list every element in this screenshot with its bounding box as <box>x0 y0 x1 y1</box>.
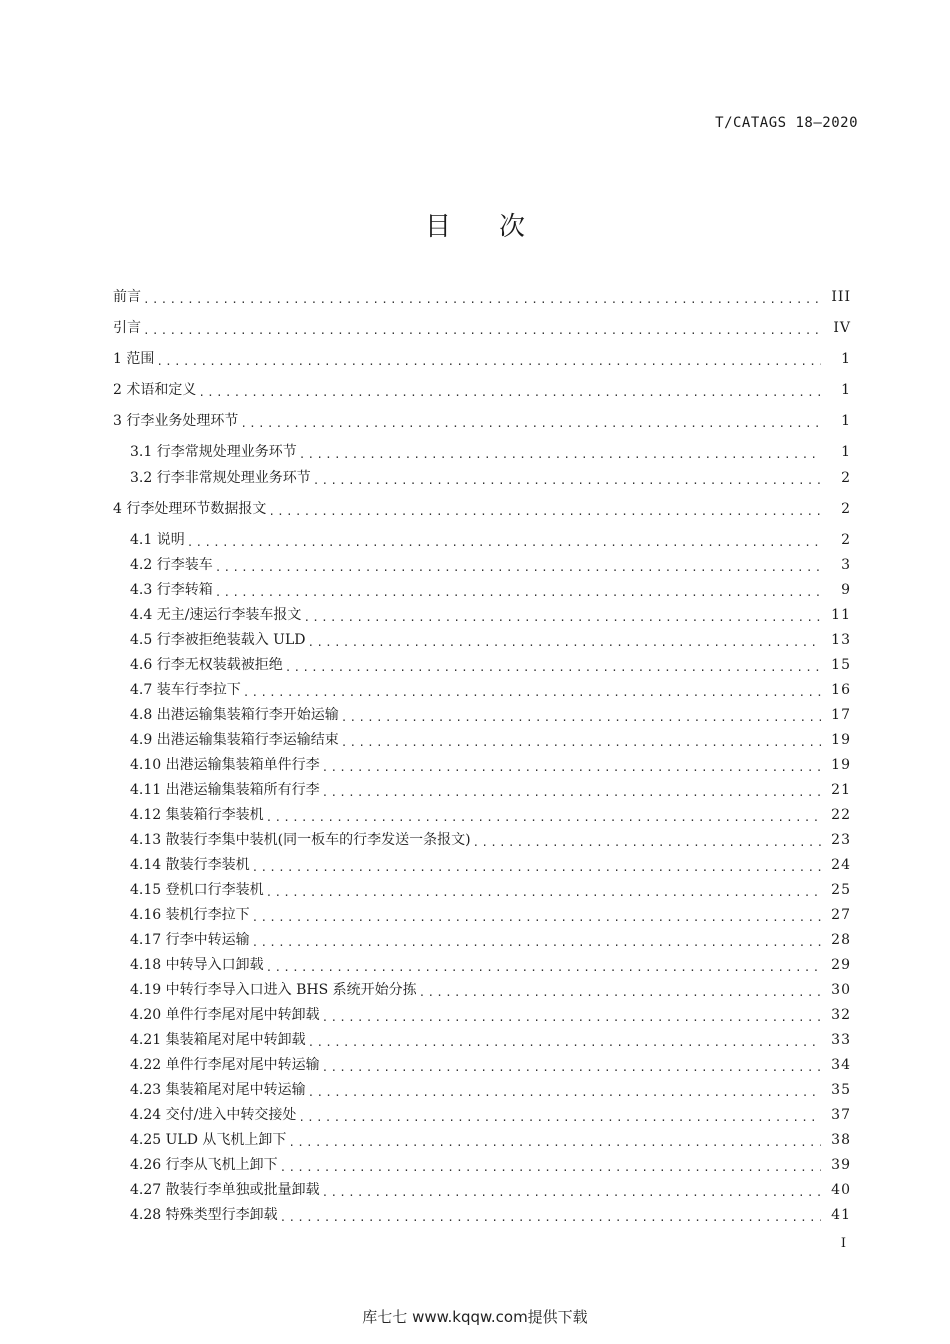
toc-dot-leader <box>252 911 821 927</box>
toc-entry-page: 2 <box>841 532 851 548</box>
toc-entry[interactable] <box>130 654 851 676</box>
toc-dot-leader <box>341 711 821 727</box>
toc-entry[interactable] <box>130 1154 851 1176</box>
toc-entry-label: 4.13 散装行李集中装机(同一板车的行李发送一条报文) <box>130 832 471 848</box>
toc-entry[interactable] <box>130 1004 851 1026</box>
toc-dot-leader <box>322 786 821 802</box>
toc-dot-leader <box>243 686 821 702</box>
toc-entry-page: 23 <box>831 832 851 848</box>
toc-entry[interactable] <box>130 604 851 626</box>
toc-entry-page: 22 <box>831 807 851 823</box>
toc-dot-leader <box>240 417 821 433</box>
toc-entry-label: 前言 <box>113 289 141 305</box>
toc-entry-label: 4.9 出港运输集装箱行李运输结束 <box>130 732 339 748</box>
toc-dot-leader <box>143 324 821 340</box>
toc-entry[interactable] <box>130 1179 851 1201</box>
toc-entry[interactable] <box>130 929 851 951</box>
toc-entry-label: 4.2 行李装车 <box>130 557 213 573</box>
toc-entry-label: 3.1 行李常规处理业务环节 <box>130 444 297 460</box>
toc-entry[interactable] <box>130 904 851 926</box>
toc-dot-leader <box>215 561 821 577</box>
page-title: 目次 <box>424 212 573 242</box>
toc-entry[interactable] <box>130 1079 851 1101</box>
toc-entry-page: 32 <box>831 1007 851 1023</box>
toc-entry-page: 11 <box>831 607 851 623</box>
toc-entry-page: 37 <box>831 1107 851 1123</box>
toc-entry-page: 13 <box>831 632 851 648</box>
toc-entry[interactable] <box>130 804 851 826</box>
toc-entry-label: 4.22 单件行李尾对尾中转运输 <box>130 1057 320 1073</box>
toc-entry-page: 16 <box>831 682 851 698</box>
toc-entry-page: 29 <box>831 957 851 973</box>
toc-entry-page: 2 <box>841 501 851 517</box>
page-number: I <box>840 1236 846 1251</box>
toc-entry-page: 9 <box>841 582 851 598</box>
toc-dot-leader <box>322 1186 821 1202</box>
toc-entry[interactable] <box>113 410 851 432</box>
toc-entry-page: 1 <box>841 444 851 460</box>
toc-entry-page: 15 <box>831 657 851 673</box>
toc-entry-page: 27 <box>831 907 851 923</box>
toc-dot-leader <box>143 293 821 309</box>
toc-entry-label: 4.17 行李中转运输 <box>130 932 250 948</box>
toc-entry-label: 4.28 特殊类型行李卸载 <box>130 1207 278 1223</box>
toc-dot-leader <box>298 1111 821 1127</box>
toc-entry[interactable] <box>130 779 851 801</box>
toc-entry-page: 2 <box>841 470 851 486</box>
toc-entry[interactable] <box>113 317 851 339</box>
toc-entry-label: 4.6 行李无权装载被拒绝 <box>130 657 283 673</box>
toc-entry-label: 4.24 交付/进入中转交接处 <box>130 1107 297 1123</box>
toc-entry-page: III <box>831 289 851 305</box>
toc-entry[interactable] <box>130 854 851 876</box>
toc-dot-leader <box>322 1061 821 1077</box>
toc-entry[interactable] <box>130 1029 851 1051</box>
toc-entry-page: 3 <box>841 557 851 573</box>
toc-entry-page: 21 <box>831 782 851 798</box>
toc-entry-label: 4.21 集装箱尾对尾中转卸载 <box>130 1032 306 1048</box>
toc-entry-label: 1 范围 <box>113 351 155 367</box>
toc-entry[interactable] <box>113 286 851 308</box>
toc-entry-page: 38 <box>831 1132 851 1148</box>
toc-entry[interactable] <box>130 1129 851 1151</box>
toc-entry-label: 4.10 出港运输集装箱单件行李 <box>130 757 320 773</box>
toc-dot-leader <box>308 636 822 652</box>
toc-dot-leader <box>198 386 821 402</box>
toc-entry-label: 3 行李业务处理环节 <box>113 413 239 429</box>
toc-dot-leader <box>308 1086 821 1102</box>
toc-entry-page: 39 <box>831 1157 851 1173</box>
toc-entry[interactable] <box>130 729 851 751</box>
toc-entry-page: 17 <box>831 707 851 723</box>
toc-entry-label: 4.5 行李被拒绝装载入 ULD <box>130 632 306 648</box>
toc-entry[interactable] <box>130 879 851 901</box>
toc-entry-label: 4.26 行李从飞机上卸下 <box>130 1157 278 1173</box>
toc-dot-leader <box>299 448 821 464</box>
toc-entry-page: IV <box>833 320 851 336</box>
doc-code: T/CATAGS 18—2020 <box>715 115 858 131</box>
toc-entry-label: 4.7 装车行李拉下 <box>130 682 241 698</box>
toc-entry-label: 引言 <box>113 320 141 336</box>
toc-entry[interactable] <box>130 954 851 976</box>
toc-entry-label: 4.11 出港运输集装箱所有行李 <box>130 782 320 798</box>
toc-entry-page: 1 <box>841 382 851 398</box>
toc-entry[interactable] <box>130 629 851 651</box>
toc-dot-leader <box>313 474 821 490</box>
toc-entry-page: 1 <box>841 413 851 429</box>
footer-watermark: 库七七 www.kqqw.com提供下载 <box>362 1308 588 1326</box>
toc-entry[interactable] <box>113 348 851 370</box>
toc-entry[interactable] <box>130 979 851 1001</box>
toc-entry[interactable] <box>130 1054 851 1076</box>
toc-dot-leader <box>322 761 821 777</box>
toc-entry[interactable] <box>130 441 851 463</box>
toc-entry-page: 19 <box>831 732 851 748</box>
toc-entry[interactable] <box>130 679 851 701</box>
toc-dot-leader <box>187 536 821 552</box>
toc-entry-label: 4.15 登机口行李装机 <box>130 882 264 898</box>
toc-entry-page: 19 <box>831 757 851 773</box>
toc-entry[interactable] <box>130 704 851 726</box>
toc-entry-label: 4.8 出港运输集装箱行李开始运输 <box>130 707 339 723</box>
toc-entry-label: 4.27 散装行李单独或批量卸载 <box>130 1182 320 1198</box>
toc-dot-leader <box>266 811 821 827</box>
toc-entry-page: 41 <box>831 1207 851 1223</box>
toc-dot-leader <box>280 1161 821 1177</box>
toc-entry-label: 4.1 说明 <box>130 532 185 548</box>
toc-dot-leader <box>280 1211 821 1227</box>
toc-entry[interactable] <box>130 529 851 551</box>
toc-entry-label: 4.3 行李转箱 <box>130 582 213 598</box>
toc-dot-leader <box>308 1036 821 1052</box>
toc-entry[interactable] <box>130 467 851 489</box>
toc-entry-label: 4.19 中转行李导入口进入 BHS 系统开始分拣 <box>130 982 417 998</box>
toc-entry-page: 1 <box>841 351 851 367</box>
toc-dot-leader <box>268 505 821 521</box>
toc-dot-leader <box>252 861 821 877</box>
toc-entry-label: 4.25 ULD 从飞机上卸下 <box>130 1132 287 1148</box>
toc-entry-page: 30 <box>831 982 851 998</box>
toc-entry-label: 4.14 散装行李装机 <box>130 857 250 873</box>
toc-entry-label: 4 行李处理环节数据报文 <box>113 501 267 517</box>
toc-entry-label: 3.2 行李非常规处理业务环节 <box>130 470 311 486</box>
toc-entry-label: 4.20 单件行李尾对尾中转卸载 <box>130 1007 320 1023</box>
toc-entry-label: 4.18 中转导入口卸载 <box>130 957 264 973</box>
toc-dot-leader <box>322 1011 821 1027</box>
toc-dot-leader <box>156 355 821 371</box>
toc-entry-label: 2 术语和定义 <box>113 382 197 398</box>
toc-entry[interactable] <box>130 754 851 776</box>
toc-entry-page: 24 <box>831 857 851 873</box>
toc-entry[interactable] <box>130 1104 851 1126</box>
toc-entry-page: 28 <box>831 932 851 948</box>
toc-entry[interactable] <box>113 379 851 401</box>
toc-dot-leader <box>303 611 821 627</box>
toc-dot-leader <box>288 1136 821 1152</box>
toc-entry-label: 4.16 装机行李拉下 <box>130 907 250 923</box>
toc-entry-label: 4.23 集装箱尾对尾中转运输 <box>130 1082 306 1098</box>
toc-entry-page: 35 <box>831 1082 851 1098</box>
toc-dot-leader <box>341 736 821 752</box>
toc-entry[interactable] <box>113 498 851 520</box>
toc-entry[interactable] <box>130 829 851 851</box>
toc-entry-page: 25 <box>831 882 851 898</box>
toc-entry-page: 40 <box>831 1182 851 1198</box>
toc-entry[interactable] <box>130 554 851 576</box>
toc-entry[interactable] <box>130 579 851 601</box>
toc-entry-page: 34 <box>831 1057 851 1073</box>
toc-dot-leader <box>419 986 821 1002</box>
toc-dot-leader <box>266 961 821 977</box>
toc-dot-leader <box>473 836 821 852</box>
toc-entry[interactable] <box>130 1204 851 1226</box>
toc-dot-leader <box>285 661 821 677</box>
toc-entry-page: 33 <box>831 1032 851 1048</box>
toc-dot-leader <box>252 936 821 952</box>
toc-entry-label: 4.4 无主/速运行李装车报文 <box>130 607 302 623</box>
toc-dot-leader <box>266 886 821 902</box>
toc-dot-leader <box>215 586 821 602</box>
toc-entry-label: 4.12 集装箱行李装机 <box>130 807 264 823</box>
